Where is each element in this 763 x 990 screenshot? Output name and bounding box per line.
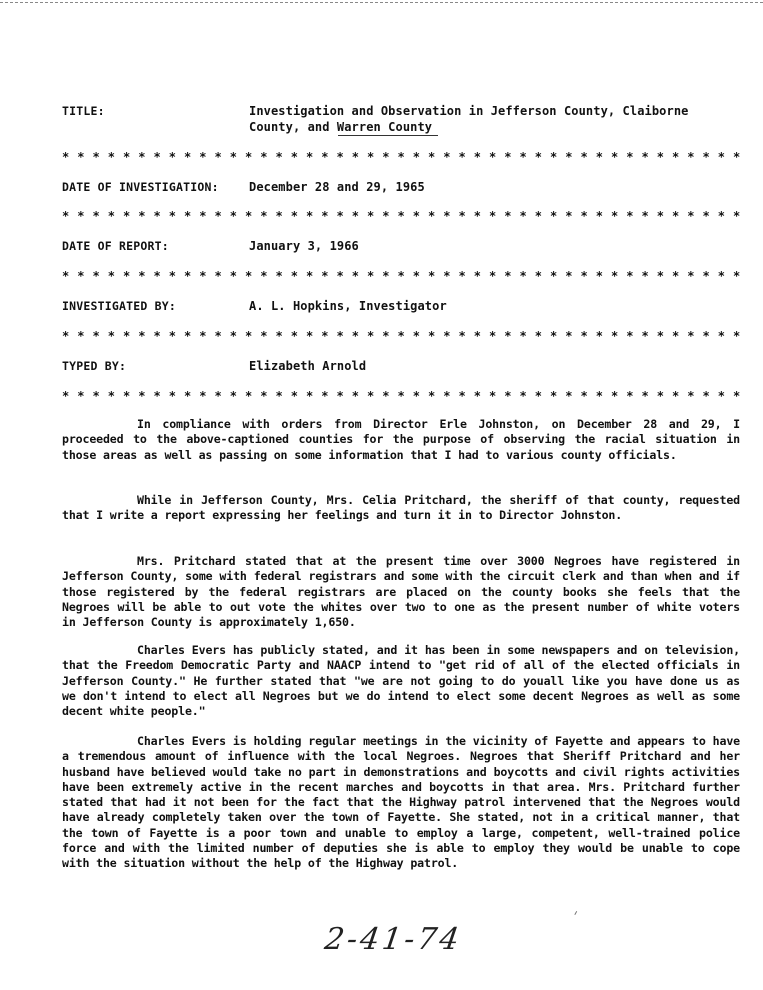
separator-3: * * * * * * * * * * * * * * * * * * * * * * * * * * * * * * * * * * * * * * * * * * * * * (62, 269, 741, 283)
date-investigation-value: December 28 and 29, 1965 (249, 180, 425, 194)
investigated-by-label: INVESTIGATED BY: (62, 299, 176, 313)
date-report-label: DATE OF REPORT: (62, 239, 169, 253)
separator-2: * * * * * * * * * * * * * * * * * * * * * * * * * * * * * * * * * * * * * * * * * * * * * (62, 209, 741, 223)
handwritten-document-number: 2-41-74 (322, 922, 465, 957)
handwritten-underline (338, 135, 438, 136)
paragraph-4: Charles Evers has publicly stated, and it has been in some newspapers and on television, that the Freedom Democratic Party and NAACP intend to "get rid of all of the elected officials in Jefferson County." He further stated that "we are not going to do youall like you have done us as we don't intend to elect all Negroes but we do intend to elect some decent Negroes as well as some decent white people." (62, 643, 740, 719)
title-line-1: Investigation and Observation in Jefferson County, Claiborne (249, 104, 689, 118)
typed-by-value: Elizabeth Arnold (249, 359, 367, 373)
paragraph-5: Charles Evers is holding regular meetings in the vicinity of Fayette and appears to have a tremendous amount of influence with the local Negroes. Negroes that Sheriff Pritchard and her husband have believed would take no part in demonstrations and boycotts and civil rights activities have been extremely active in the recent marches and boycotts in that area. Mrs. Pritchard further stated that had it not been for the fact that the Highway patrol intervened that the Negroes would have already completely taken over the town of Fayette. She stated, not in a critical manner, that the town of Fayette is a poor town and unable to employ a large, competent, well-trained police force and with the limited number of deputies she is able to employ they would be unable to cope with the situation without the help of the Highway patrol. (62, 734, 740, 871)
page-top-edge (0, 2, 763, 3)
title-line-2: County, and Warren County (249, 120, 433, 134)
paragraph-3: Mrs. Pritchard stated that at the present time over 3000 Negroes have registered in Jefferson County, some with federal registrars and some with the circuit clerk and than when and if those registered by the federal registrars are placed on the county books she feels that the Negroes will be able to out vote the whites over two to one as the present number of white voters in Jefferson County is approximately 1,650. (62, 554, 740, 630)
stray-mark (574, 911, 580, 917)
date-report-value: January 3, 1966 (249, 239, 359, 253)
separator-5: * * * * * * * * * * * * * * * * * * * * * * * * * * * * * * * * * * * * * * * * * * * * * (62, 389, 741, 403)
separator-4: * * * * * * * * * * * * * * * * * * * * * * * * * * * * * * * * * * * * * * * * * * * * * (62, 329, 741, 343)
paragraph-1: In compliance with orders from Director Erle Johnston, on December 28 and 29, I proceeded to the above-captioned counties for the purpose of observing the racial situation in those areas as well as passing on some information that I had to various county officials. (62, 417, 740, 462)
investigated-by-value: A. L. Hopkins, Investigator (249, 299, 447, 313)
paragraph-2: While in Jefferson County, Mrs. Celia Pritchard, the sheriff of that county, requested that I write a report expressing her feelings and turn it in to Director Johnston. (62, 493, 740, 523)
date-investigation-label: DATE OF INVESTIGATION: (62, 180, 219, 194)
separator-1: * * * * * * * * * * * * * * * * * * * * * * * * * * * * * * * * * * * * * * * * * * * * * (62, 150, 741, 164)
title-value (249, 103, 688, 135)
title-label: TITLE: (62, 104, 105, 118)
typed-by-label: TYPED BY: (62, 359, 127, 373)
